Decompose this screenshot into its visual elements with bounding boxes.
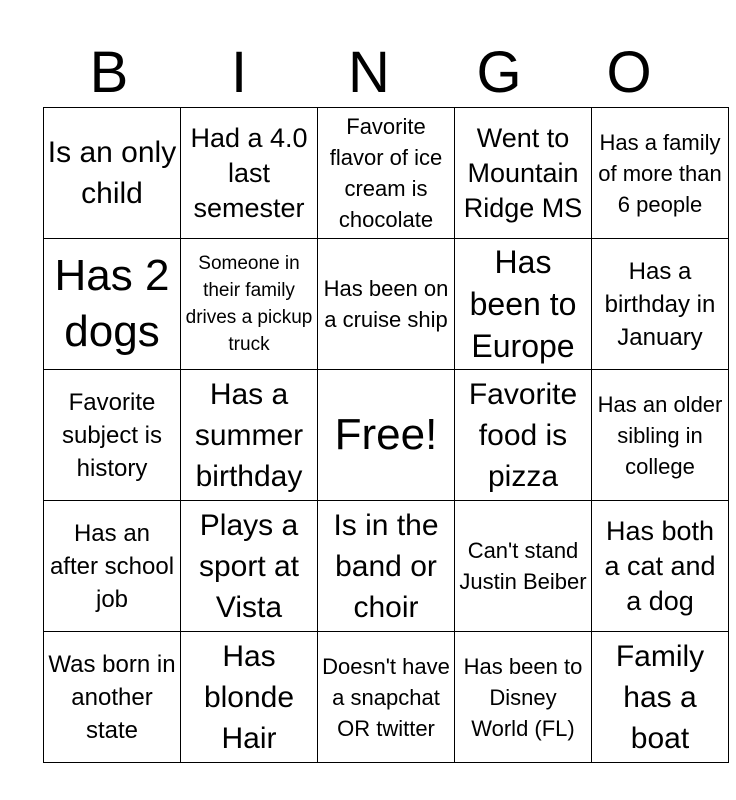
cell-text: Has been to Disney World (FL) — [463, 653, 583, 741]
bingo-cell[interactable] — [592, 108, 729, 239]
bingo-cell[interactable] — [181, 108, 318, 239]
cell-text: Is in the band or choir — [333, 508, 439, 624]
bingo-cell[interactable] — [181, 370, 318, 501]
bingo-cell[interactable] — [44, 632, 181, 763]
board-row-2 — [44, 239, 729, 370]
cell-text: Has both a cat and a dog — [604, 515, 716, 616]
header-letter-b: B — [89, 40, 129, 105]
header-letter-i: I — [230, 40, 248, 105]
cell-text: Doesn't have a snapchat OR twitter — [322, 653, 450, 741]
bingo-cell[interactable] — [455, 370, 592, 501]
bingo-cell[interactable] — [318, 239, 455, 370]
cell-text: Has an after school job — [49, 519, 175, 613]
bingo-cell[interactable] — [181, 239, 318, 370]
cell-text: Has blonde Hair — [203, 639, 295, 755]
cell-text: Family has a boat — [615, 639, 705, 755]
cell-text: Can't stand Justin Beiber — [459, 538, 587, 594]
bingo-cell[interactable] — [181, 501, 318, 632]
cell-text: Has a birthday in January — [604, 257, 716, 351]
bingo-cell[interactable] — [455, 501, 592, 632]
cell-text: Favorite subject is history — [61, 388, 163, 482]
bingo-cell[interactable] — [318, 501, 455, 632]
cell-text: Has a family of more than 6 people — [598, 129, 722, 217]
cell-text: Has been on a cruise ship — [323, 276, 449, 332]
bingo-cell[interactable] — [455, 239, 592, 370]
cell-text: Went to Mountain Ridge MS — [463, 122, 583, 223]
bingo-header — [44, 40, 694, 106]
bingo-cell[interactable] — [44, 501, 181, 632]
bingo-cell[interactable] — [455, 632, 592, 763]
bingo-cell[interactable] — [592, 370, 729, 501]
bingo-cell[interactable] — [592, 239, 729, 370]
header-letter-g: G — [476, 40, 522, 105]
bingo-cell[interactable] — [44, 239, 181, 370]
bingo-board — [43, 107, 729, 763]
cell-text: Favorite food is pizza — [468, 377, 578, 493]
bingo-cell[interactable] — [44, 370, 181, 501]
cell-text: Is an only child — [47, 136, 177, 210]
board-row-1 — [44, 108, 729, 239]
free-space-cell[interactable] — [318, 370, 455, 501]
cell-text: Has been to Europe — [469, 244, 577, 364]
board-row-3 — [44, 370, 729, 501]
free-space-text: Free! — [334, 410, 438, 459]
bingo-cell[interactable] — [592, 632, 729, 763]
bingo-cell[interactable] — [592, 501, 729, 632]
board-row-4 — [44, 501, 729, 632]
cell-text: Has 2 dogs — [54, 251, 170, 356]
board-row-5 — [44, 632, 729, 763]
cell-text: Has a summer birthday — [194, 377, 304, 493]
bingo-cell[interactable] — [318, 632, 455, 763]
bingo-cell[interactable] — [44, 108, 181, 239]
cell-text: Someone in their family drives a pickup truck — [185, 253, 313, 355]
cell-text: Favorite flavor of ice cream is chocolate — [329, 114, 443, 232]
cell-text: Had a 4.0 last semester — [190, 122, 308, 223]
bingo-cell[interactable] — [318, 108, 455, 239]
cell-text: Has an older sibling in college — [597, 391, 723, 479]
bingo-cell[interactable] — [455, 108, 592, 239]
header-letter-n: N — [348, 40, 390, 105]
bingo-cell[interactable] — [181, 632, 318, 763]
header-letter-o: O — [606, 40, 652, 105]
cell-text: Was born in another state — [48, 650, 176, 744]
cell-text: Plays a sport at Vista — [198, 508, 300, 624]
